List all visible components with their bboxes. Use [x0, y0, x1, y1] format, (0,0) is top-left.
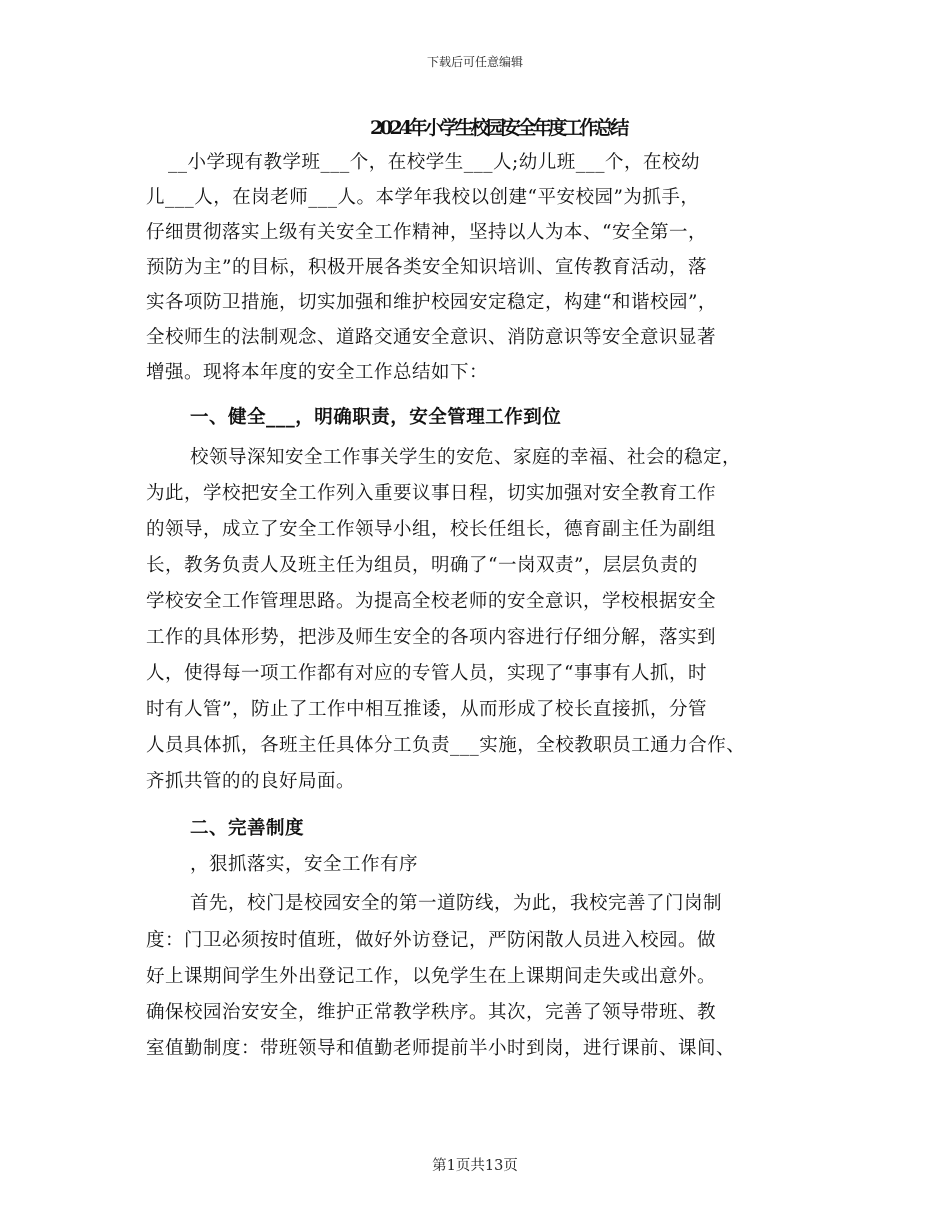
body-line-25: 室值勤制度：带班领导和值勤老师提前半小时到岗，进行课前、课间、 [146, 1038, 736, 1059]
body-line-3: 仔细贯彻落实上级有关安全工作精神，坚持以人为本、“安全第一， [146, 222, 707, 243]
body-line-6: 全校师生的法制观念、道路交通安全意识、消防意识等安全意识显著 [146, 327, 717, 348]
body-line-9: 校领导深知安全工作事关学生的安危、家庭的幸福、社会的稳定， [190, 447, 742, 468]
body-line-22: 度：门卫必须按时值班，做好外访登记，严防闲散人员进入校园。做 [146, 930, 717, 951]
body-line-17: 人员具体抓，各班主任具体分工负责___实施，全校教职员工通力合作、 [146, 735, 746, 756]
body-line-13: 学校安全工作管理思路。为提高全校老师的安全意识，学校根据安全 [146, 591, 717, 612]
body-line-15: 人，使得每一项工作都有对应的专管人员，实现了“事事有人抓，时 [146, 663, 707, 684]
body-line-4: 预防为主”的目标，积极开展各类安全知识培训、宣传教育活动，落 [146, 257, 707, 278]
body-line-14: 工作的具体形势，把涉及师生安全的各项内容进行仔细分解，落实到 [146, 627, 717, 648]
body-line-24: 确保校园治安安全，维护正常教学秩序。其次，完善了领导带班、教 [146, 1002, 717, 1023]
page-number: 第1页共13页 [432, 1158, 518, 1174]
page-header-note: 下载后可任意编辑 [426, 55, 523, 69]
body-line-7: 增强。现将本年度的安全工作总结如下： [146, 362, 489, 383]
body-line-2: 儿___人，在岗老师___人。本学年我校以创建“平安校园”为抓手， [146, 187, 700, 208]
body-line-11: 的领导，成立了安全工作领导小组，校长任组长，德育副主任为副组 [146, 519, 717, 540]
body-line-16: 时有人管”，防止了工作中相互推诿，从而形成了校长直接抓，分管 [146, 699, 707, 720]
body-line-20: ，狠抓落实，安全工作有序 [190, 854, 419, 875]
document-title: 2024年小学生校园安全年度工作总结 [370, 117, 626, 139]
body-line-12: 长，教务负责人及班主任为组员，明确了“一岗双责”，层层负责的 [146, 555, 698, 576]
body-line-18: 齐抓共管的的良好局面。 [146, 771, 356, 792]
section-heading-1: 一、健全___，明确职责，安全管理工作到位 [190, 407, 562, 428]
body-line-23: 好上课期间学生外出登记工作，以免学生在上课期间走失或出意外。 [146, 966, 717, 987]
body-line-10: 为此，学校把安全工作列入重要议事日程，切实加强对安全教育工作 [146, 483, 717, 504]
body-line-1: __小学现有教学班___个，在校学生___人;幼儿班___个，在校幼 [168, 152, 700, 173]
body-line-5: 实各项防卫措施，切实加强和维护校园安定稳定，构建“和谐校园”， [146, 292, 717, 313]
section-heading-2: 二、完善制度 [190, 818, 305, 839]
body-line-21: 首先，校门是校园安全的第一道防线，为此，我校完善了门岗制 [190, 893, 723, 914]
